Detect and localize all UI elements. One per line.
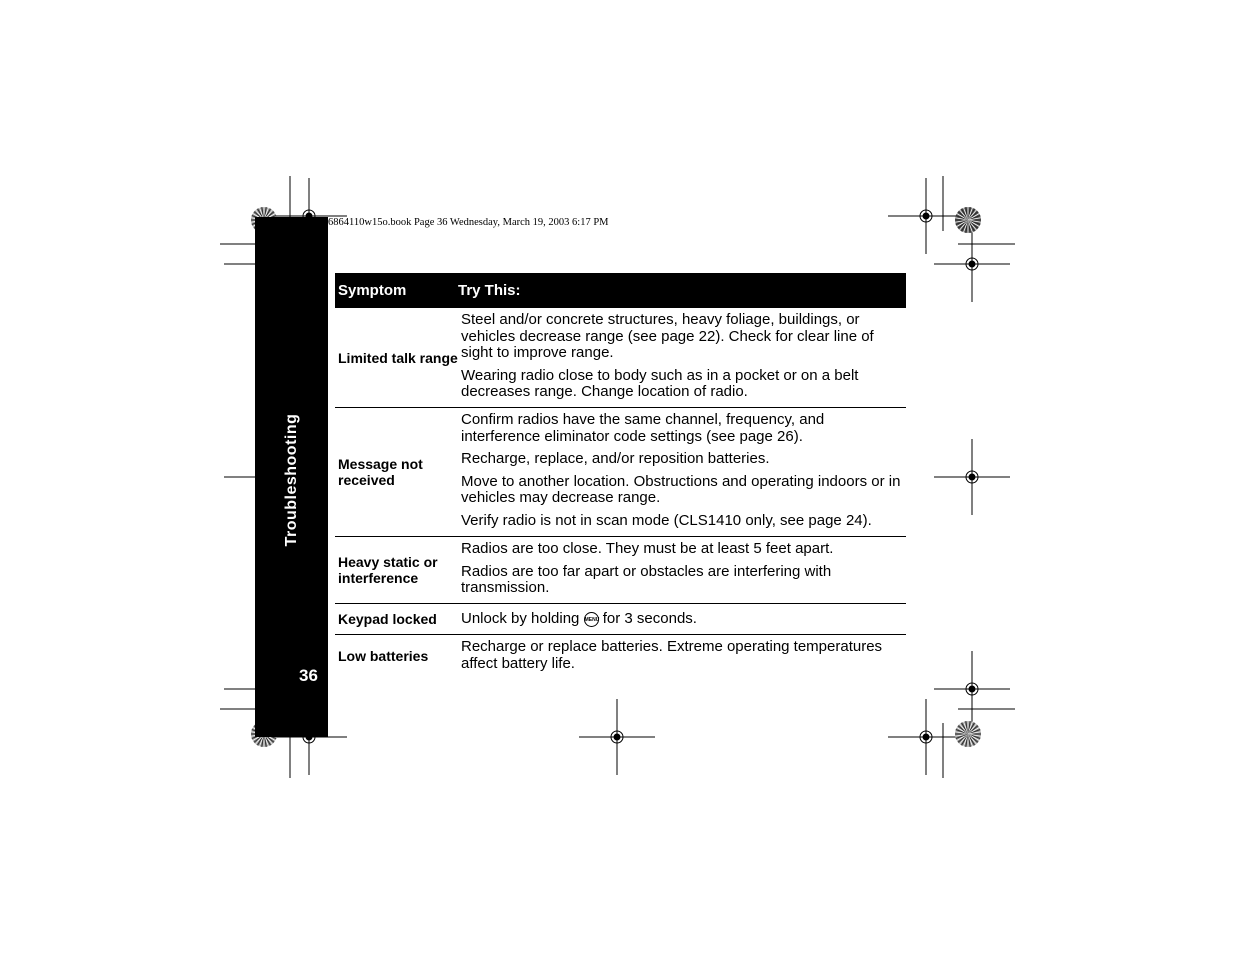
remedy-text: Move to another location. Obstructions and operating indoors or in vehicles may decrease range. xyxy=(461,472,901,506)
remedy-cell xyxy=(461,408,906,536)
remedy-text: Recharge or replace batteries. Extreme operating temperatures affect battery life. xyxy=(461,638,883,672)
remedy-text: Unlock by holding xyxy=(461,609,580,627)
print-header: 6864110w15o.book Page 36 Wednesday, March 19, 2003 6:17 PM xyxy=(328,217,609,228)
registration-crosshair-icon xyxy=(934,226,1010,302)
registration-crosshair-icon xyxy=(934,651,1010,727)
remedy-text: Radios are too far apart or obstacles are interfering with transmission. xyxy=(461,562,832,596)
column-header-try-this: Try This: xyxy=(458,282,521,299)
remedy-cell xyxy=(461,537,906,603)
symptom-cell: Message not received xyxy=(338,456,423,488)
registration-crosshair-icon xyxy=(888,699,964,775)
symptom-cell: Low batteries xyxy=(338,648,429,664)
page-number: 36 xyxy=(299,666,318,685)
troubleshooting-table xyxy=(335,273,906,679)
remedy-text: Verify radio is not in scan mode (CLS1410 only, see page 24). xyxy=(461,511,872,529)
symptom-cell: Keypad locked xyxy=(338,611,437,627)
color-registration-wheel-icon xyxy=(955,207,981,233)
symptom-cell: Heavy static or interference xyxy=(338,554,438,586)
remedy-text: for 3 seconds. xyxy=(602,609,697,627)
remedy-text: Recharge, replace, and/or reposition batteries. xyxy=(461,450,770,467)
table-row xyxy=(335,408,906,537)
registration-crosshair-icon xyxy=(934,439,1010,515)
column-header-symptom: Symptom xyxy=(338,282,407,299)
table-header-row xyxy=(335,273,906,308)
table-row xyxy=(335,308,906,408)
table-row xyxy=(335,604,906,635)
color-registration-wheel-icon xyxy=(955,721,981,747)
remedy-text: Wearing radio close to body such as in a pocket or on a belt decreases range. Change location of radio. xyxy=(461,366,859,400)
remedy-text: Radios are too close. They must be at least 5 feet apart. xyxy=(461,540,834,557)
table-row xyxy=(335,537,906,604)
remedy-cell xyxy=(461,308,906,407)
registration-crosshair-icon xyxy=(579,699,655,775)
symptom-cell: Limited talk range xyxy=(338,349,458,366)
remedy-text: Steel and/or concrete structures, heavy foliage, buildings, or vehicles decrease range (see page 22). Check for clear line of sight to improve range. xyxy=(461,311,874,361)
remedy-cell xyxy=(461,635,906,679)
section-tab-label: Troubleshooting xyxy=(283,413,300,547)
remedy-cell xyxy=(461,604,906,634)
remedy-text: Confirm radios have the same channel, frequency, and interference eliminator code settings (see page 26). xyxy=(461,411,825,445)
table-row xyxy=(335,635,906,679)
registration-crosshair-icon xyxy=(888,178,964,254)
menu-button-icon: MENU xyxy=(584,612,599,627)
